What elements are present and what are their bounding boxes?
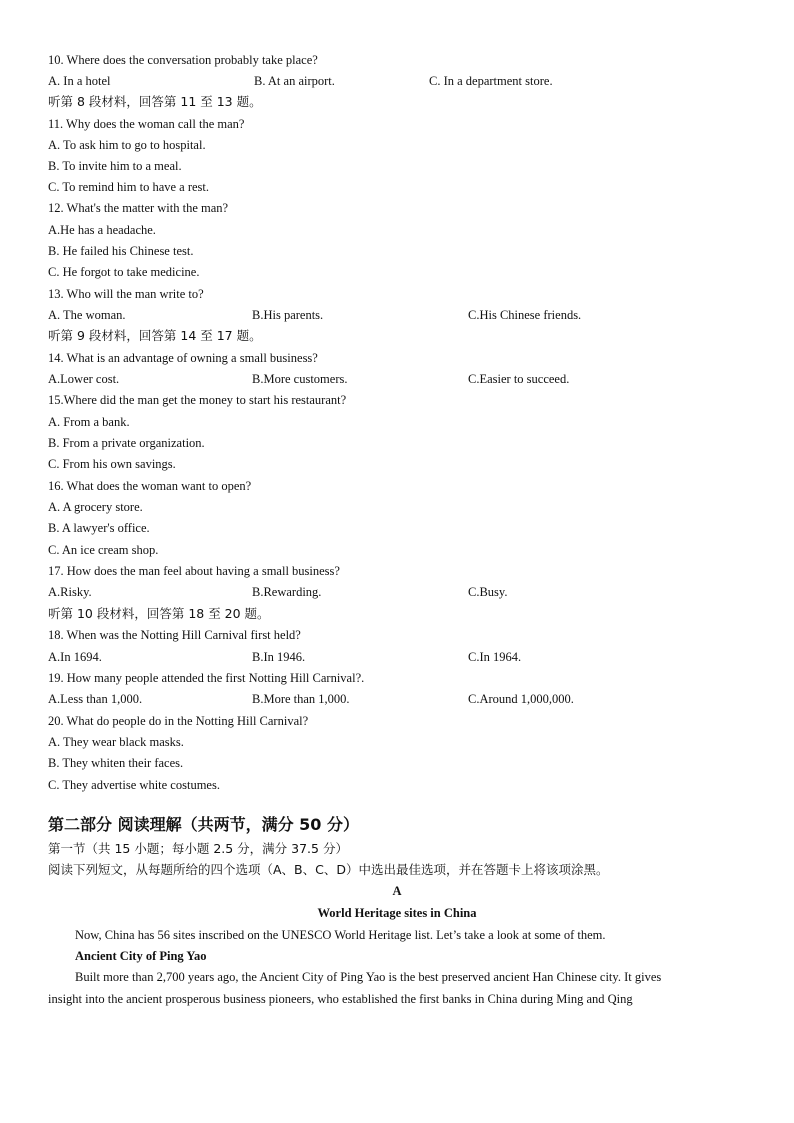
q17-option-a: A.Risky. bbox=[48, 585, 92, 599]
q12-option-a: A.He has a headache. bbox=[48, 223, 156, 237]
question-20: 20. What do people do in the Notting Hill Carnival? bbox=[48, 714, 309, 728]
q16-option-a: A. A grocery store. bbox=[48, 500, 143, 514]
q16-option-c: C. An ice cream shop. bbox=[48, 543, 159, 557]
passage-intro: Now, China has 56 sites inscribed on the UNESCO World Heritage list. Let’s take a look at some of them. bbox=[75, 928, 606, 942]
question-18: 18. When was the Notting Hill Carnival first held? bbox=[48, 628, 301, 642]
section-instruction-8: 听第 8 段材料，回答第 11 至 13 题。 bbox=[48, 94, 262, 109]
question-16: 16. What does the woman want to open? bbox=[48, 479, 252, 493]
q20-option-c: C. They advertise white costumes. bbox=[48, 778, 220, 792]
q19-option-b: B.More than 1,000. bbox=[252, 692, 350, 706]
paragraph-line-2: insight into the ancient prosperous business pioneers, who established the first banks in China during Ming and Qing bbox=[48, 992, 633, 1006]
q19-option-a: A.Less than 1,000. bbox=[48, 692, 143, 706]
q18-option-a: A.In 1694. bbox=[48, 650, 102, 664]
part-title: 第二部分 阅读理解（共两节，满分 50 分） bbox=[48, 815, 359, 834]
section-instruction-9: 听第 9 段材料，回答第 14 至 17 题。 bbox=[48, 328, 262, 343]
question-13: 13. Who will the man write to? bbox=[48, 287, 204, 301]
passage-title: World Heritage sites in China bbox=[317, 906, 477, 920]
q14-option-c: C.Easier to succeed. bbox=[468, 372, 570, 386]
q20-option-b: B. They whiten their faces. bbox=[48, 756, 184, 770]
question-17: 17. How does the man feel about having a small business? bbox=[48, 564, 340, 578]
q13-option-a: A. The woman. bbox=[48, 308, 126, 322]
q12-option-b: B. He failed his Chinese test. bbox=[48, 244, 194, 258]
q13-option-c: C.His Chinese friends. bbox=[468, 308, 582, 322]
q20-option-a: A. They wear black masks. bbox=[48, 735, 184, 749]
q10-option-b: B. At an airport. bbox=[254, 74, 335, 88]
passage-subheading: Ancient City of Ping Yao bbox=[75, 949, 207, 963]
question-15: 15.Where did the man get the money to start his restaurant? bbox=[48, 393, 347, 407]
q10-option-c: C. In a department store. bbox=[429, 74, 553, 88]
q15-option-c: C. From his own savings. bbox=[48, 457, 176, 471]
q18-option-b: B.In 1946. bbox=[252, 650, 306, 664]
question-19: 19. How many people attended the first Notting Hill Carnival?. bbox=[48, 671, 365, 685]
q16-option-b: B. A lawyer's office. bbox=[48, 521, 150, 535]
paragraph-line-1: Built more than 2,700 years ago, the Ancient City of Ping Yao is the best preserved ancient Han Chinese city. It gives bbox=[75, 970, 662, 984]
q14-option-a: A.Lower cost. bbox=[48, 372, 120, 386]
q18-option-c: C.In 1964. bbox=[468, 650, 522, 664]
q17-option-c: C.Busy. bbox=[468, 585, 508, 599]
q13-option-b: B.His parents. bbox=[252, 308, 324, 322]
section-instruction-10: 听第 10 段材料，回答第 18 至 20 题。 bbox=[48, 606, 270, 621]
question-11: 11. Why does the woman call the man? bbox=[48, 117, 245, 131]
question-14: 14. What is an advantage of owning a small business? bbox=[48, 351, 318, 365]
reading-instructions: 阅读下列短文，从每题所给的四个选项（A、B、C、D）中选出最佳选项，并在答题卡上将该项涂黑。 bbox=[48, 862, 609, 877]
question-10: 10. Where does the conversation probably take place? bbox=[48, 53, 318, 67]
q17-option-b: B.Rewarding. bbox=[252, 585, 322, 599]
question-12: 12. What's the matter with the man? bbox=[48, 201, 229, 215]
q10-option-a: A. In a hotel bbox=[48, 74, 111, 88]
q15-option-b: B. From a private organization. bbox=[48, 436, 205, 450]
q19-option-c: C.Around 1,000,000. bbox=[468, 692, 574, 706]
q11-option-a: A. To ask him to go to hospital. bbox=[48, 138, 206, 152]
q11-option-b: B. To invite him to a meal. bbox=[48, 159, 182, 173]
q11-option-c: C. To remind him to have a rest. bbox=[48, 180, 210, 194]
passage-letter: A bbox=[392, 884, 402, 898]
q12-option-c: C. He forgot to take medicine. bbox=[48, 265, 200, 279]
q14-option-b: B.More customers. bbox=[252, 372, 348, 386]
section-heading: 第一节（共 15 小题；每小题 2.5 分，满分 37.5 分） bbox=[48, 841, 348, 856]
q15-option-a: A. From a bank. bbox=[48, 415, 130, 429]
